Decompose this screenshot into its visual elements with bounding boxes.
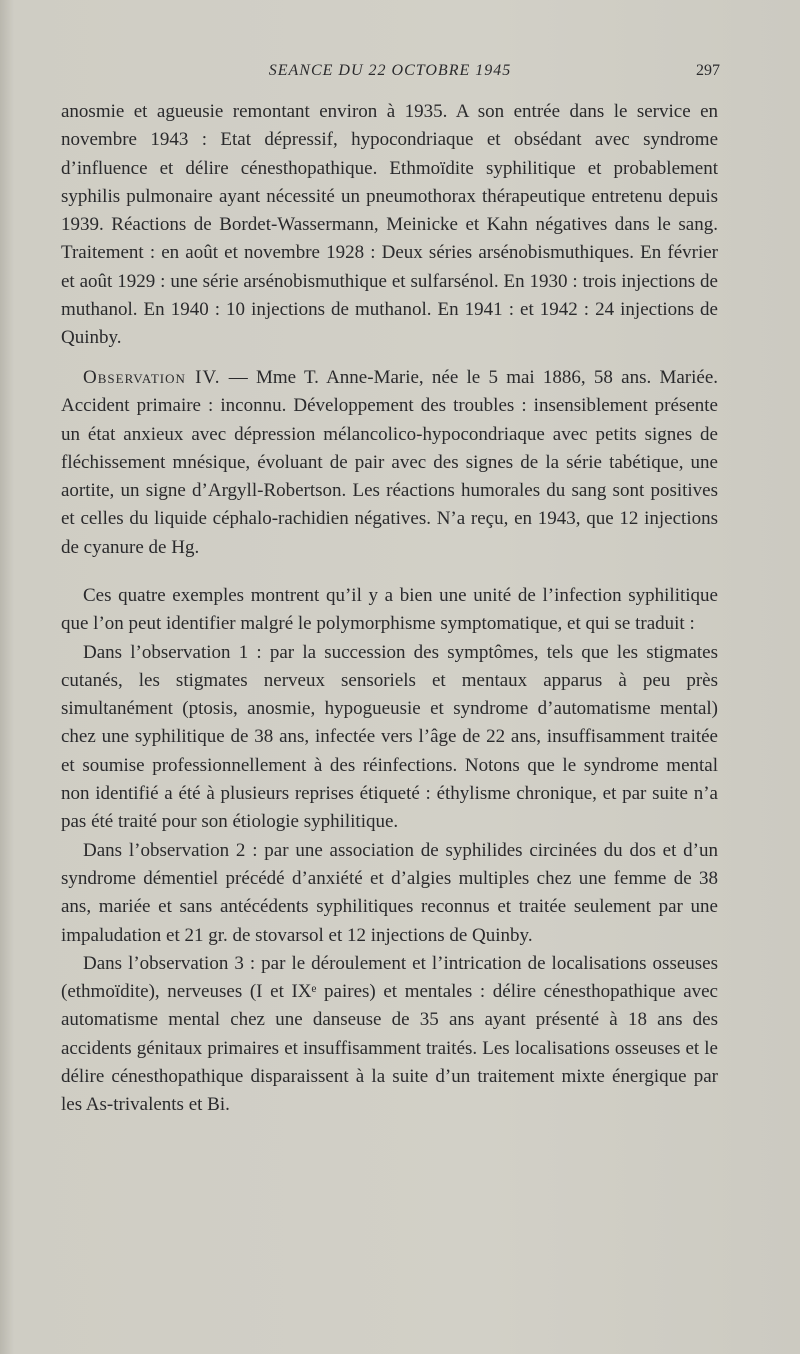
paragraph-observation-1: Dans l’observation 1 : par la succession des symptômes, tels que les stigmates cutanés, les stigmates nerveux sensoriels et mentaux apparus à peu près simultanément (ptosis, anosmie, hypogueusie et syndrome d’automatisme mental) chez une syphilitique de 38 ans, infectée vers l’âge de 22 ans, insuffisamment traitée et soumise professionnellement à des réinfections. Notons que le syndrome mental non identifié a été à plusieurs reprises étiqueté : éthylisme chronique, et par suite n’a pas été traité pour son étiologie syphilitique. (61, 641, 718, 833)
running-title: SEANCE DU 22 OCTOBRE 1945 (268, 62, 512, 79)
paragraph-observation-iv (61, 364, 718, 562)
observation-label: Observation IV. (83, 367, 221, 388)
observation-text: — Mme T. Anne-Marie, née le 5 mai 1886, 58 ans. Mariée. Accident primaire : inconnu. Développement des troubles : insensiblement présente un état anxieux avec dépression mélancolico-hypocondriaque avec petits signes de fléchissement mnésique, évoluant de pair avec des signes de la série tabétique, une aortite, un signe d’Argyll-Robertson. Les réactions humorales du sang sont positives et celles du liquide céphalo-rachidien négatives. N’a reçu, en 1943, que 12 injections de cyanure de Hg. (61, 367, 718, 558)
page-header (60, 62, 720, 86)
paragraph-observation-3: Dans l’observation 3 : par le déroulement et l’intrication de localisations osseuses (ethmoïdite), nerveuses (I et IXᵉ paires) et mentales : délire cénesthopathique avec automatisme mental chez une danseuse de 35 ans ayant présenté à 18 ans des accidents génitaux primaires et insuffisamment traités. Les localisations osseuses et le délire cénesthopathique disparaissent à la suite d’un traitement mixte énergique par les As-trivalents et Bi. (61, 952, 718, 1116)
text-block-continued (61, 98, 718, 353)
text-block-discussion (61, 582, 718, 1120)
paragraph-summary: Ces quatre exemples montrent qu’il y a bien une unité de l’infection syphilitique que l’on peut identifier malgré le polymorphisme symptomatique, et qui se traduit : (61, 585, 718, 635)
paragraph-observation-2: Dans l’observation 2 : par une association de syphilides circinées du dos et d’un syndrome démentiel précédé d’anxiété et d’algies multiples chez une femme de 38 ans, mariée et sans antécédents syphilitiques reconnus et traitée seulement par une impaludation et 21 gr. de stovarsol et 12 injections de Quinby. (61, 839, 718, 946)
paragraph-continuation: anosmie et agueusie remontant environ à 1935. A son entrée dans le service en novembre 1943 : Etat dépressif, hypocondriaque et obsédant avec syndrome d’influence et délire cénesthopathique. Ethmoïdite syphilitique et probablement syphilis pulmonaire ayant nécessité un pneumothorax thérapeutique entretenu depuis 1939. Réactions de Bordet-Wassermann, Meinicke et Kahn négatives dans le sang. Traitement : en août et novembre 1928 : Deux séries arsénobismuthiques. En février et août 1929 : une série arsénobismuthique et sulfarsénol. En 1930 : trois injections de muthanol. En 1940 : 10 injections de muthanol. En 1941 : et 1942 : 24 injections de Quinby. (61, 101, 718, 349)
page-number: 297 (696, 62, 720, 79)
text-block-observation-iv (61, 364, 718, 562)
